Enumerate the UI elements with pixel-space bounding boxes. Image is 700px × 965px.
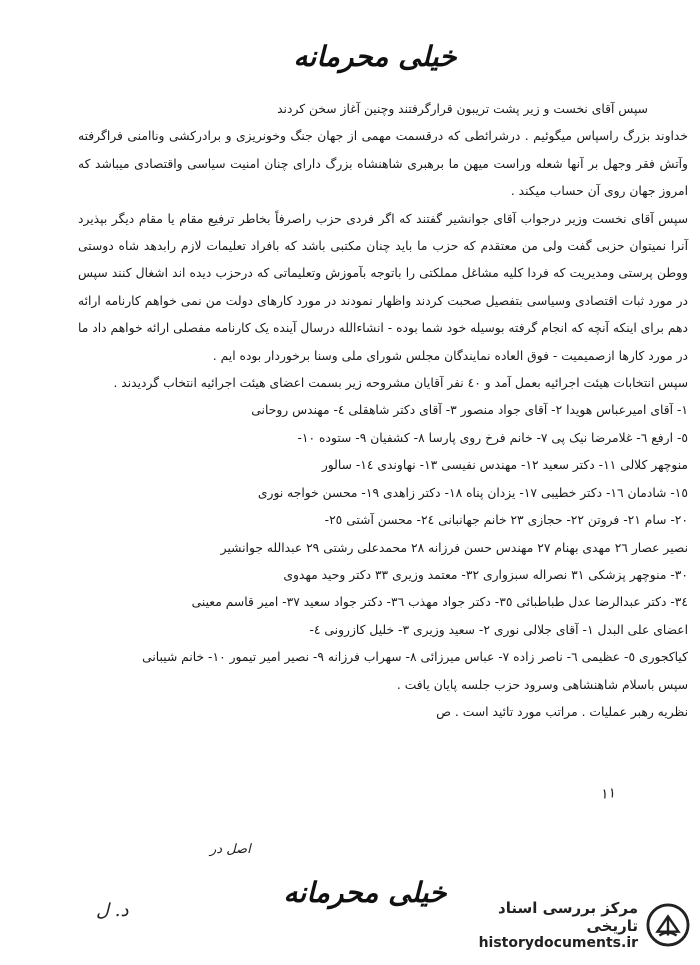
members-line: نصیر عصار ٢٦ مهدی بهنام ٢٧ مهندس حسن فرزانه ٢٨ محمدعلی رشتی ٢٩ عبدالله جوانشیر [220, 540, 688, 555]
archive-url: historydocuments.ir [478, 935, 639, 951]
alternate-members-line: اعضای علی البدل ١- آقای جلالی نوری ٢- سعید وزیری ٣- خلیل کازرونی ٤- [309, 622, 688, 637]
members-line: ٢٠- سام ٢١- فروتن ٢٢- حجازی ٢٣ خانم جهانبانی ٢٤- محسن آشتی ٢٥- [324, 513, 688, 528]
classification-stamp-top: خیلی محرمانه [293, 40, 457, 73]
members-line: ١- آقای امیرعباس هویدا ٢- آقای جواد منصور ٣- آقای دکتر شاهقلی ٤- مهندس روحانی [251, 403, 688, 418]
members-line: ٥- ارفع ٦- غلامرضا نیک پی ٧- خانم فرخ روی پارسا ٨- کشفیان ٩- ستوده ١٠- [297, 430, 688, 445]
paragraph-intro: سپس آقای نخست و زیر پشت تریبون قرارگرفتند وچنین آغاز سخن کردند [277, 102, 648, 116]
handwritten-copy-mark: اصل در [210, 842, 251, 857]
handwritten-margin-number: ١١ [598, 785, 617, 803]
document-body [78, 96, 688, 726]
archive-watermark [450, 895, 690, 955]
members-list [78, 397, 688, 671]
members-line: منوچهر کلالی ١١- دکتر سعید ١٢- مهندس نفیسی ١٣- نهاوندی ١٤- سالور [321, 458, 688, 473]
paragraph-speech: خداوند بزرگ راسپاس میگوئیم . درشرائطی که درقسمت مهمی از جهان جنگ وخونریزی و برادرکشی وناامنی فراگرفته وآتش فقر وجهل بر آنها شعله وراست میهن ما برهبری شاهنشاه بزرگ دارای چنان امنیت سیاسی واقتصادی میباشد که امروز جهان روی آن حساب میکند . [78, 129, 688, 199]
operations-note: نظریه رهبر عملیات . مراتب مورد تائید است . ص [436, 704, 688, 719]
members-line: ٣٠- منوچهر پزشکی ٣١ نصراله سبزواری ٣٢- معتمد وزیری ٣٣ دکتر وحید مهدوی [283, 567, 688, 582]
members-line: ١٥- شادمان ١٦- دکتر خطیبی ١٧- یزدان پناه ١٨- دکتر زاهدی ١٩- محسن خواجه نوری [257, 485, 688, 500]
closing-line: سپس باسلام شاهنشاهی وسرود حزب جلسه پایان یافت . [396, 677, 688, 692]
paragraph-election: سپس انتخابات هیئت اجرائیه بعمل آمد و ٤٠ نفر آقایان مشروحه زیر بسمت اعضای هیئت اجرائیه انتخاب گردیدند . [113, 376, 688, 391]
classification-stamp-bottom: خیلی محرمانه [283, 876, 447, 909]
members-line: ٣٤- دکتر عبدالرضا عدل طباطبائی ٣٥- دکتر جواد مهذب ٣٦- دکتر جواد سعید ٣٧- امیر قاسم معینی [191, 595, 688, 610]
handwritten-initials-left: د. ل [96, 900, 129, 921]
alternate-members-line: کیاکجوری ٥- عظیمی ٦- ناصر زاده ٧- عباس میرزائی ٨- سهراب فرزانه ٩- نصیر امیر تیمور ١٠- خانم شیبانی [142, 650, 688, 665]
paragraph-answer: سپس آقای نخست وزیر درجواب آقای جوانشیر گفتند که اگر فردی حزب راصرفاً بخاطر ترفیع مقام یا مقام دیگر بپذیرد آنرا نمیتوان حزبی گفت ولی من معتقدم که حزب ما باید چنان مکتبی باشد که بافراد تعلیمات لازم رابدهد شاه دوستی ووطن پرستی ومدیریت که فردا کلیه مشاغل مملکتی را باتوجه بآموزش وتعلیماتی که درحزب دیده اند اشغال کنند سپس در مورد ثبات اقتصادی وسیاسی بتفصیل صحبت کردند واظهار نمودند در مورد کارهای دولت من نمی خواهم کارنامه ارائه دهم برای اینکه آنچه که انجام گرفته بوسیله خود شما بوده - انشاءالله درسال آینده یک کارنامه مفصلی ارائه خواهم داد ما در مورد کارها ازصمیمیت - فوق العاده نمایندگان مجلس شورای ملی وسنا برخوردار بوده ایم . [77, 211, 688, 363]
archive-name: مرکز بررسی اسناد تاریخی [498, 899, 639, 935]
book-pen-logo-icon [646, 902, 690, 948]
